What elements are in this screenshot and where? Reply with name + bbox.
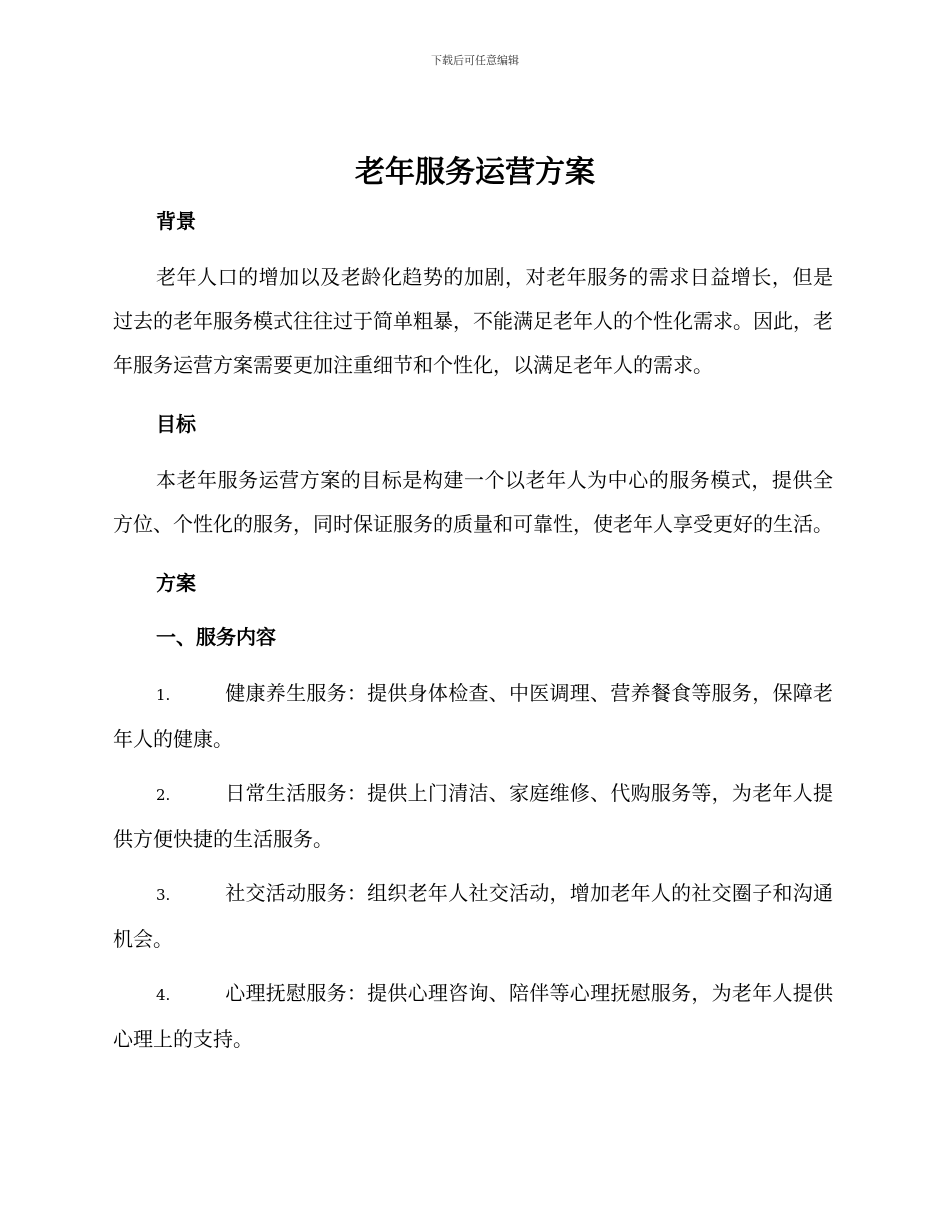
list-item-text: 心理抚慰服务：提供心理咨询、陪伴等心理抚慰服务，为老年人提供心理上的支持。 [113,981,833,1051]
document-body [113,200,833,1061]
service-list-item [113,771,833,861]
background-paragraph: 老年人口的增加以及老龄化趋势的加剧，对老年服务的需求日益增长，但是过去的老年服务模式往往过于简单粗暴，不能满足老年人的个性化需求。因此，老年服务运营方案需要更加注重细节和个性化，以满足老年人的需求。 [113,265,833,377]
goal-paragraph: 本老年服务运营方案的目标是构建一个以老年人为中心的服务模式，提供全方位、个性化的服务，同时保证服务的质量和可靠性，使老年人享受更好的生活。 [113,468,833,536]
list-number: 1. [156,686,171,704]
section-heading-plan: 方案 [156,571,196,595]
document-title: 老年服务运营方案 [355,155,595,190]
service-list-item [113,671,833,761]
service-list-item [113,871,833,961]
list-item-text: 社交活动服务：组织老年人社交活动，增加老年人的社交圈子和沟通机会。 [113,881,833,951]
list-item-text: 健康养生服务：提供身体检查、中医调理、营养餐食等服务，保障老年人的健康。 [113,681,833,751]
service-list-item [113,971,833,1061]
section-heading-goal: 目标 [156,412,196,436]
list-number: 4. [156,986,171,1004]
page-header-note: 下载后可任意编辑 [431,54,519,67]
list-number: 3. [156,886,171,904]
list-number: 2. [156,786,171,804]
list-item-text: 日常生活服务：提供上门清洁、家庭维修、代购服务等，为老年人提供方便快捷的生活服务。 [113,781,833,851]
section-heading-service-content: 一、服务内容 [156,625,276,649]
section-heading-background: 背景 [156,209,196,233]
